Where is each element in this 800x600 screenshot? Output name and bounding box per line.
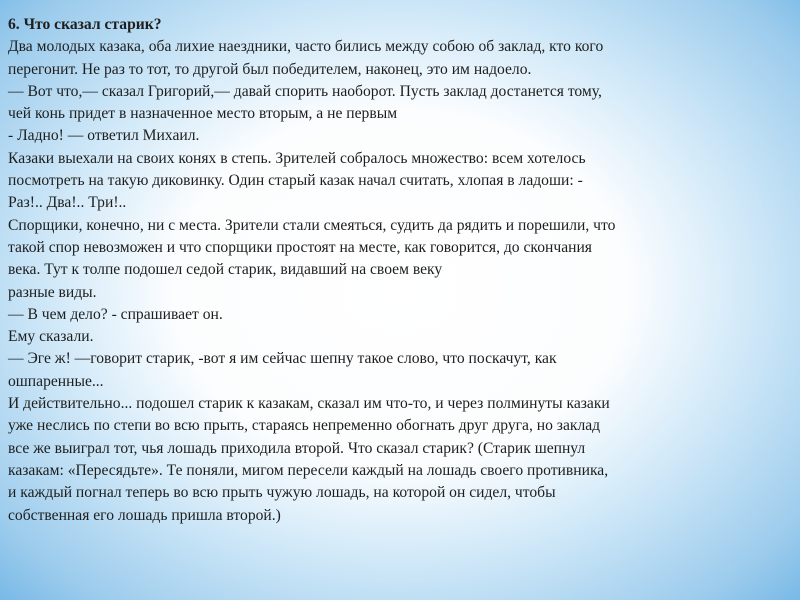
text-line: — Вот что,— сказал Григорий,— давай спорить наоборот. Пусть заклад достанется тому, bbox=[8, 82, 602, 100]
text-line: — В чем дело? - спрашивает он. bbox=[8, 305, 223, 323]
text-line: Раз!.. Два!.. Три!.. bbox=[8, 194, 127, 212]
text-line: - Ладно! — ответил Михаил. bbox=[8, 127, 200, 145]
text-line: и каждый погнал теперь во всю прыть чужую лошадь, на которой он сидел, чтобы bbox=[8, 484, 556, 502]
text-line: Два молодых казака, оба лихие наездники, часто бились между собою об заклад, кто кого bbox=[8, 38, 604, 56]
task-text bbox=[8, 14, 794, 527]
text-line: Ему сказали. bbox=[8, 328, 94, 346]
text-line: посмотреть на такую диковинку. Один старый казак начал считать, хлопая в ладоши: - bbox=[8, 172, 583, 190]
text-line: Спорщики, конечно, ни с места. Зрители стали смеяться, судить да рядить и порешили, что bbox=[8, 216, 616, 234]
text-line: И действительно... подошел старик к казакам, сказал им что-то, и через полминуты казаки bbox=[8, 395, 610, 413]
text-line: уже неслись по степи во всю прыть, стараясь непременно обогнать друг друга, но заклад bbox=[8, 417, 601, 435]
text-line: все же выиграл тот, чья лошадь приходила второй. Что сказал старик? (Старик шепнул bbox=[8, 439, 586, 457]
text-line: разные виды. bbox=[8, 283, 97, 301]
text-line: чей конь придет в назначенное место вторым, а не первым bbox=[8, 105, 398, 123]
task-title: 6. Что сказал старик? bbox=[8, 16, 162, 33]
text-line: собственная его лошадь пришла второй.) bbox=[8, 506, 281, 524]
text-line: Казаки выехали на своих конях в степь. Зрителей собралось множество: всем хотелось bbox=[8, 149, 586, 167]
text-line: ошпаренные... bbox=[8, 372, 104, 390]
text-line: такой спор невозможен и что спорщики простоят на месте, как говорится, до скончания bbox=[8, 238, 592, 256]
text-line: — Эге ж! —говорит старик, -вот я им сейчас шепну такое слово, что поскачут, как bbox=[8, 350, 557, 368]
text-line: века. Тут к толпе подошел седой старик, видавший на своем веку bbox=[8, 261, 443, 279]
text-line: казакам: «Пересядьте». Те поняли, мигом пересели каждый на лошадь своего противника, bbox=[8, 461, 609, 479]
text-line: перегонит. Не раз то тот, то другой был победителем, наконец, это им надоело. bbox=[8, 60, 532, 78]
